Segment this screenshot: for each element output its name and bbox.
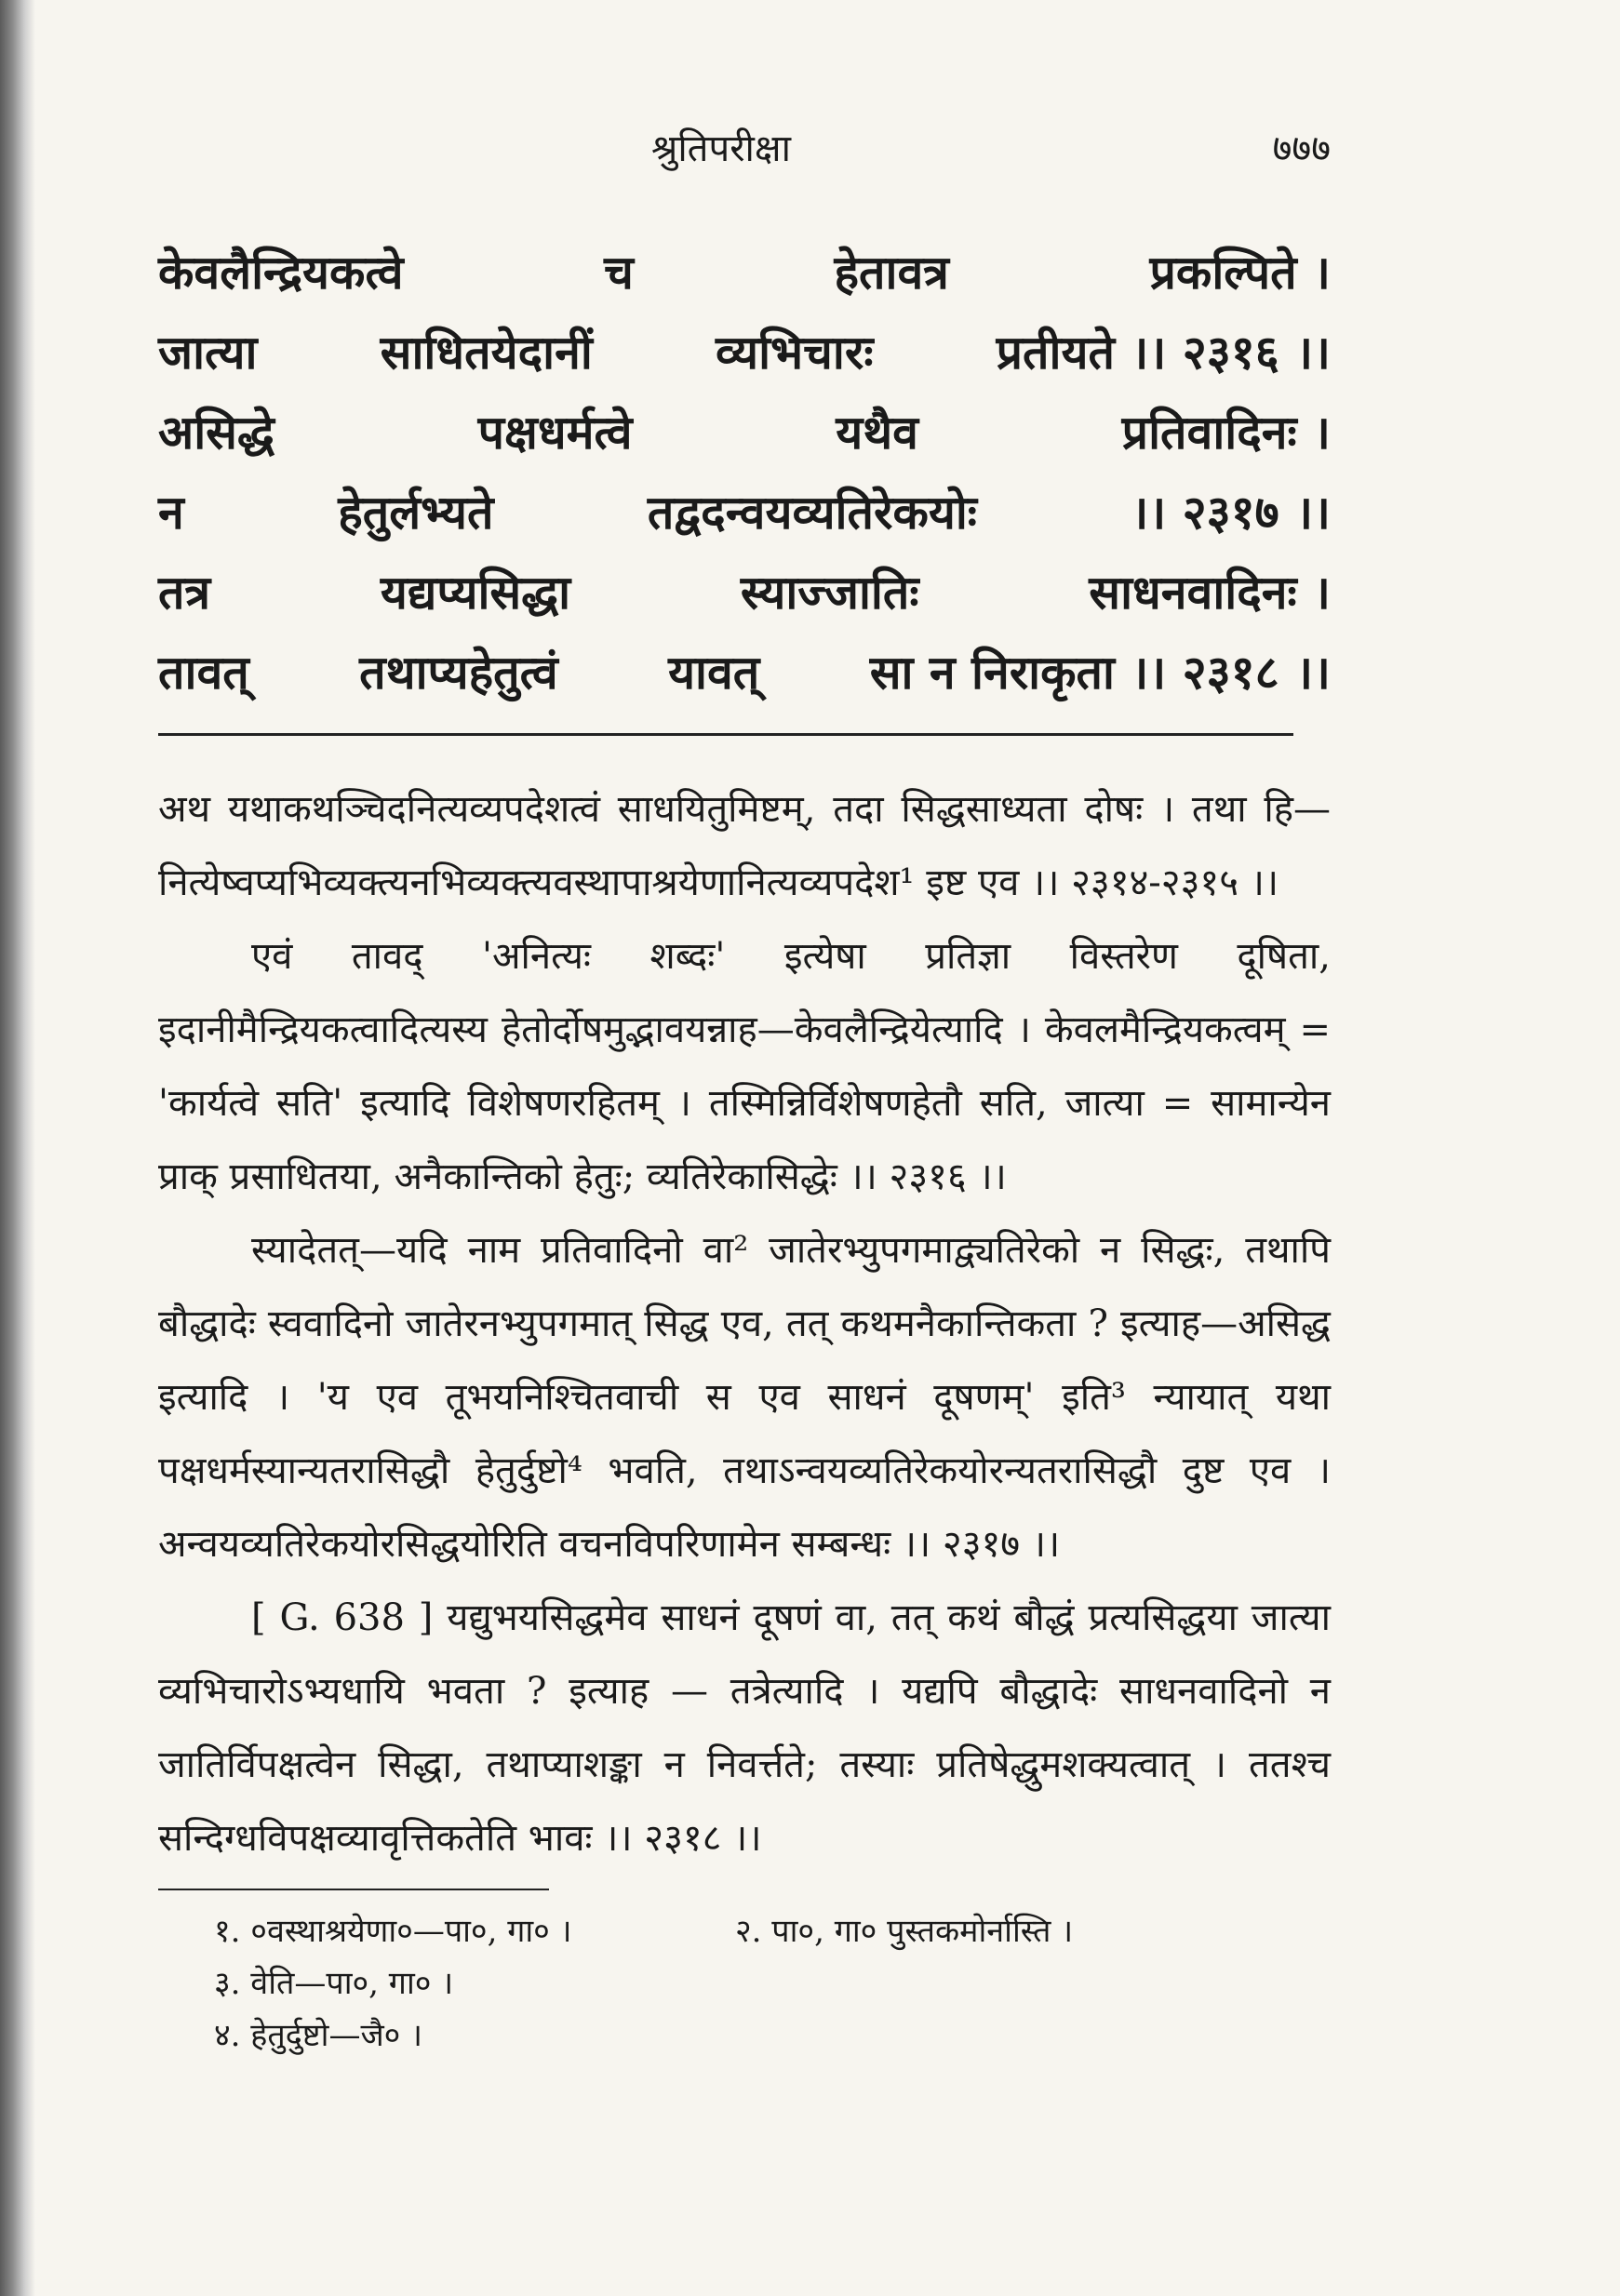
verse-word: व्यभिचारः <box>715 325 874 380</box>
verse-line <box>158 473 1331 553</box>
verse-word: प्रकल्पिते । <box>1149 245 1331 300</box>
verse-word: च <box>604 245 634 300</box>
commentary <box>158 773 1331 1876</box>
verse-word: यावत् <box>668 645 760 700</box>
commentary-paragraph: अथ यथाकथञ्चिदनित्यव्यपदेशत्वं साधयितुमिष्टम्, तदा सिद्धसाध्यता दोषः । तथा हि—नित्येष्वप्यभिव्यक्त्यनभिव्यक्त्यवस्थापाश्रयेणानित्यव्यपदेश¹ इष्ट एव ।। २३१४-२३१५ ।। <box>158 788 1331 904</box>
verse-word: असिद्धे <box>158 405 274 460</box>
verse-word: साधितयेदानीं <box>380 325 593 380</box>
verse-word: सा न निराकृता ।। २३१८ ।। <box>869 645 1331 700</box>
verse-word: तद्वदन्वयव्यतिरेकयोः <box>647 485 977 540</box>
verse-word: ।। २३१७ ।। <box>1131 485 1331 540</box>
verse-line <box>158 313 1331 393</box>
footnote: ३. वेति—पा०, गा० । <box>214 1965 454 2002</box>
footnote: ४. हेतुर्दुष्टो—जै० । <box>214 2017 423 2054</box>
footnote: १. ०वस्थाश्रयेणा०—पा०, गा० । <box>214 1913 572 1950</box>
verse-divider <box>158 733 1293 736</box>
verse-word: पक्षधर्मत्वे <box>477 405 633 460</box>
verse-word: प्रतीयते ।। २३१६ ।। <box>996 325 1331 380</box>
commentary-paragraph: [ G. 638 ] यद्युभयसिद्धमेव साधनं दूषणं वा, तत् कथं बौद्धं प्रत्यसिद्धया जात्या व्यभिचारोऽभ्यधायि भवता ? इत्याह — तत्रेत्यादि । यद्यपि बौद्धादेः साधनवादिनो न जातिर्विपक्षत्वेन सिद्धा, तथाप्याशङ्का न निवर्त्तते; तस्याः प्रतिषेद्धुमशक्यत्वात् । ततश्च सन्दिग्धविपक्षव्यावृत्तिकतेति भावः ।। २३१८ ।। <box>158 1596 1331 1860</box>
footnotes <box>158 1905 1331 2062</box>
verse-word: तावत् <box>158 645 249 700</box>
running-title: श्रुतिपरीक्षा <box>651 127 791 170</box>
commentary-paragraph: स्यादेतत्—यदि नाम प्रतिवादिनो वा² जातेरभ्युपगमाद्व्यतिरेको न सिद्धः, तथापि बौद्धादेः स्ववादिनो जातेरनभ्युपगमात् सिद्ध एव, तत् कथमनैकान्तिकता ? इत्याह—असिद्ध इत्यादि । 'य एव तूभयनिश्चितवाची स एव साधनं दूषणम्' इति³ न्यायात् यथा पक्षधर्मस्यान्यतरासिद्धौ हेतुर्दुष्टो⁴ भवति, तथाऽन्वयव्यतिरेकयोरन्यतरासिद्धौ दुष्ट एव । अन्वयव्यतिरेकयोरसिद्धयोरिति वचनविपरिणामेन सम्बन्धः ।। २३१७ ।। <box>158 1229 1331 1566</box>
footnote-row <box>214 1957 1331 2009</box>
commentary-paragraph: एवं तावद् 'अनित्यः शब्दः' इत्येषा प्रतिज्ञा विस्तरेण दूषिता, इदानीमैन्द्रियकत्वादित्यस्य हेतोर्दोषमुद्भावयन्नाह—केवलैन्द्रियेत्यादि । केवलमैन्द्रियकत्वम् = 'कार्यत्वे सति' इत्यादि विशेषणरहितम् । तस्मिन्निर्विशेषणहेतौ सति, जात्या = सामान्येन प्राक् प्रसाधितया, अनैकान्तिको हेतुः; व्यतिरेकासिद्धेः ।। २३१६ ।। <box>158 935 1331 1198</box>
verse-line <box>158 633 1331 713</box>
verse-word: तथाप्यहेतुत्वं <box>359 645 558 700</box>
verse-word: जात्या <box>158 325 258 380</box>
page-number: ७७७ <box>1272 127 1331 170</box>
verse-line <box>158 233 1331 313</box>
verse-word: स्याज्जातिः <box>740 565 919 620</box>
verse-word: यथैव <box>836 405 918 460</box>
verse-word: प्रतिवादिनः । <box>1121 405 1331 460</box>
footnote: २. पा०, गा० पुस्तकमोर्नास्ति । <box>735 1913 1074 1950</box>
verse-block <box>158 233 1331 713</box>
verse-word: न <box>158 485 184 540</box>
verse-word: यद्यप्यसिद्धा <box>380 565 571 620</box>
verse-word: हेतुर्लभ्यते <box>338 485 494 540</box>
verse-word: तत्र <box>158 565 211 620</box>
verse-word: हेतावत्र <box>834 245 949 300</box>
footnote-row <box>214 1905 1331 1957</box>
book-binding-edge <box>0 0 35 2296</box>
verse-word: साधनवादिनः । <box>1089 565 1331 620</box>
verse-word: केवलैन्द्रियकत्वे <box>158 245 404 300</box>
page-header <box>158 112 1331 177</box>
footnote-row <box>214 2009 1331 2062</box>
verse-line <box>158 553 1331 633</box>
page <box>158 112 1331 2062</box>
verse-line <box>158 393 1331 473</box>
footnote-divider <box>158 1889 549 1890</box>
